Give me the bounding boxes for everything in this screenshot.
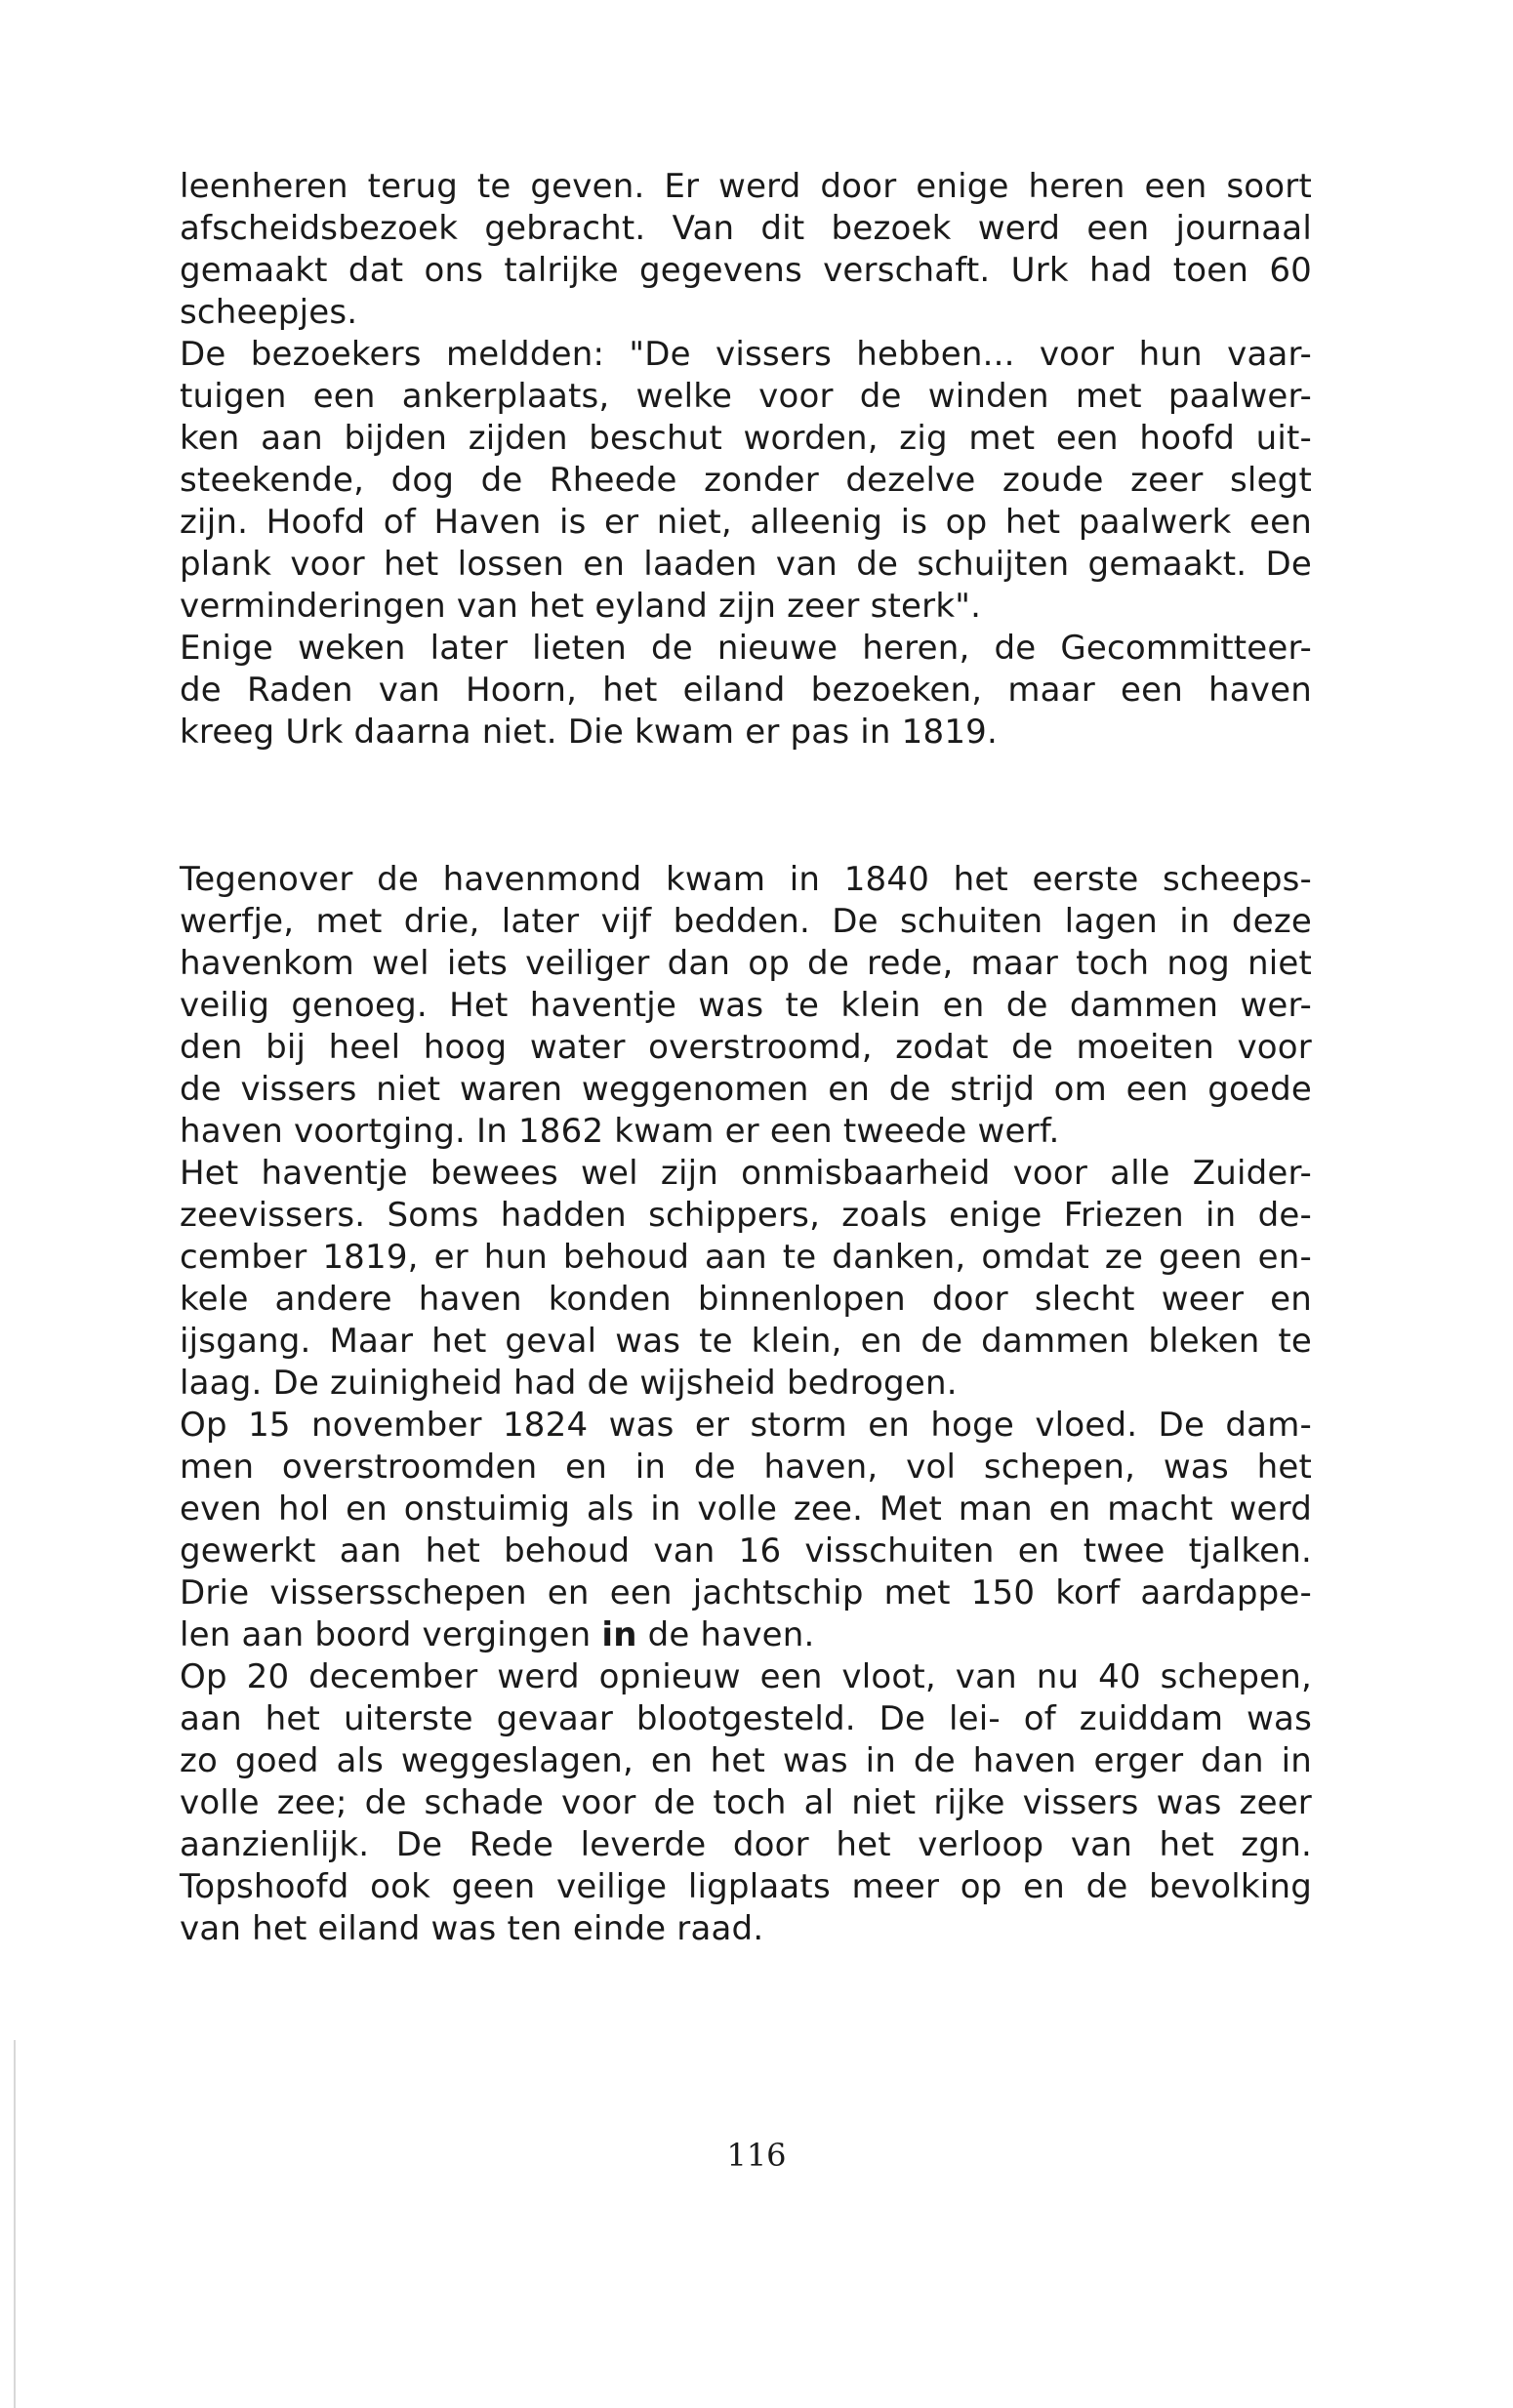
text-line: gewerkt aan het behoud van 16 visschuiten en twee tjalken. — [180, 1531, 1312, 1571]
text-line: van het eiland was ten einde raad. — [180, 1909, 764, 1948]
text-line: plank voor het lossen en laaden van de schuijten gemaakt. De — [180, 545, 1312, 584]
text-line: havenkom wel iets veiliger dan op de rede, maar toch nog niet — [180, 944, 1312, 983]
paragraph-7 — [180, 1656, 1312, 1950]
text-line: laag. De zuinigheid had de wijsheid bedrogen. — [180, 1364, 958, 1403]
text-segment: de haven. — [636, 1615, 815, 1654]
paragraph-5 — [180, 1153, 1312, 1405]
text-line: ken aan bijden zijden beschut worden, zig met een hoofd uit- — [180, 419, 1312, 458]
text-line: haven voortging. In 1862 kwam er een tweede werf. — [180, 1112, 1060, 1151]
text-line: afscheidsbezoek gebracht. Van dit bezoek werd een journaal — [180, 209, 1312, 248]
text-line: gemaakt dat ons talrijke gegevens verschaft. Urk had toen 60 — [180, 251, 1312, 290]
text-line: cember 1819, er hun behoud aan te danken, omdat ze geen en- — [180, 1238, 1312, 1277]
text-line: zeevissers. Soms hadden schippers, zoals enige Friezen in de- — [180, 1196, 1312, 1235]
text-line: De bezoekers meldden: "De vissers hebben... voor hun vaar- — [180, 335, 1312, 374]
text-line: kele andere haven konden binnenlopen door slecht weer en — [180, 1280, 1312, 1319]
text-line: Topshoofd ook geen veilige ligplaats meer op en de bevolking — [180, 1867, 1312, 1906]
text-block-top — [180, 166, 1312, 754]
text-line: men overstroomden en in de haven, vol schepen, was het — [180, 1448, 1312, 1487]
text-line: zo goed als weggeslagen, en het was in de haven erger dan in — [180, 1741, 1312, 1780]
paragraph-4 — [180, 859, 1312, 1153]
text-line: ijsgang. Maar het geval was te klein, en de dammen bleken te — [180, 1322, 1312, 1361]
text-line: Op 15 november 1824 was er storm en hoge vloed. De dam- — [180, 1406, 1312, 1445]
text-line: verminderingen van het eyland zijn zeer sterk". — [180, 587, 982, 626]
text-line: Het haventje bewees wel zijn onmisbaarheid voor alle Zuider- — [180, 1154, 1312, 1193]
text-line: de vissers niet waren weggenomen en de strijd om een goede — [180, 1070, 1312, 1109]
text-line: volle zee; de schade voor de toch al niet rijke vissers was zeer — [180, 1783, 1312, 1822]
text-line: de Raden van Hoorn, het eiland bezoeken, maar een haven — [180, 671, 1312, 710]
paragraph-1 — [180, 166, 1312, 334]
text-line: Enige weken later lieten de nieuwe heren, de Gecommitteer- — [180, 629, 1312, 668]
text-line: Tegenover de havenmond kwam in 1840 het eerste scheeps- — [180, 860, 1312, 899]
text-line: kreeg Urk daarna niet. Die kwam er pas in 1819. — [180, 713, 998, 752]
text-line: zijn. Hoofd of Haven is er niet, alleenig is op het paalwerk een — [180, 503, 1312, 542]
paragraph-3 — [180, 628, 1312, 754]
text-line: leenheren terug te geven. Er werd door enige heren een soort — [180, 167, 1312, 206]
text-line: aanzienlijk. De Rede leverde door het verloop van het zgn. — [180, 1825, 1312, 1864]
text-line: Drie vissersschepen en een jachtschip met 150 korf aardappe- — [180, 1573, 1312, 1612]
text-line: scheepjes. — [180, 293, 358, 332]
text-line: veilig genoeg. Het haventje was te klein en de dammen wer- — [180, 986, 1312, 1025]
page-number: 116 — [726, 2137, 787, 2174]
text-line: Op 20 december werd opnieuw een vloot, van nu 40 schepen, — [180, 1657, 1312, 1696]
text-line: aan het uiterste gevaar blootgesteld. De lei- of zuiddam was — [180, 1699, 1312, 1738]
text-line — [180, 1614, 1312, 1656]
text-line: tuigen een ankerplaats, welke voor de winden met paalwer- — [180, 377, 1312, 416]
text-line: steekende, dog de Rheede zonder dezelve zoude zeer slegt — [180, 461, 1312, 500]
paragraph-6 — [180, 1405, 1312, 1656]
text-line: even hol en onstuimig als in volle zee. Met man en macht werd — [180, 1490, 1312, 1529]
paragraph-2 — [180, 334, 1312, 628]
text-line: den bij heel hoog water overstroomd, zodat de moeiten voor — [180, 1028, 1312, 1067]
scan-margin-line — [14, 2040, 16, 2408]
bold-word: in — [601, 1615, 637, 1654]
text-block-bottom — [180, 859, 1312, 1950]
text-segment: len aan boord vergingen — [180, 1615, 602, 1654]
text-line: werfje, met drie, later vijf bedden. De schuiten lagen in deze — [180, 902, 1312, 941]
